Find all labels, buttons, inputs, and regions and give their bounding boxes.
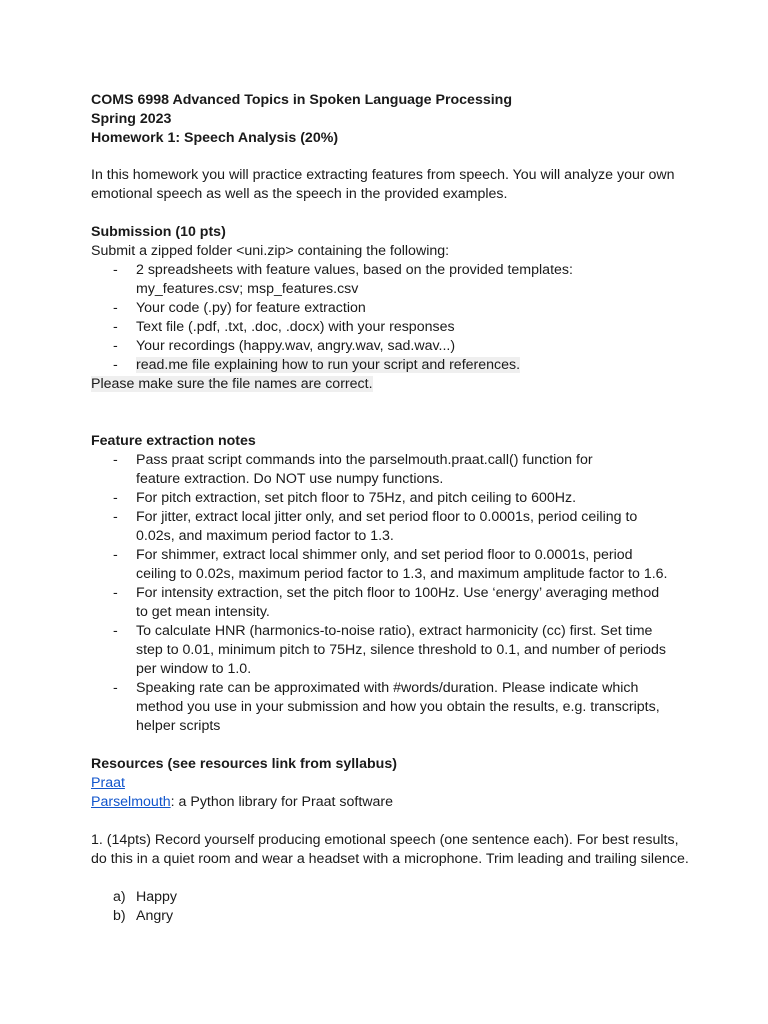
- submission-section: [91, 223, 731, 394]
- intro-line-1: In this homework you will practice extracting features from speech. You will analyze your own: [91, 167, 675, 183]
- emotion-list: [91, 888, 731, 926]
- term: Spring 2023: [91, 111, 172, 127]
- feature-notes-list: [91, 451, 731, 736]
- list-item: a) Happy: [113, 889, 178, 905]
- list-item: - read.me file explaining how to run your script and references.: [113, 357, 521, 373]
- task-1-line-1: 1. (14pts) Record yourself producing emotional speech (one sentence each). For best results,: [91, 832, 679, 848]
- task-1-line-2: do this in a quiet room and wear a headset with a microphone. Trim leading and trailing silence.: [91, 851, 689, 867]
- intro-paragraph: [91, 166, 731, 204]
- list-item: - Your recordings (happy.wav, angry.wav, sad.wav...): [113, 338, 456, 354]
- list-item: - For pitch extraction, set pitch floor to 75Hz, and pitch ceiling to 600Hz.: [113, 490, 577, 506]
- intro-line-2: emotional speech as well as the speech in the provided examples.: [91, 186, 508, 202]
- list-item: - Your code (.py) for feature extraction: [113, 300, 366, 316]
- filename-note: Please make sure the file names are correct.: [91, 376, 373, 392]
- list-item: - To calculate HNR (harmonics-to-noise ratio), extract harmonicity (cc) first. Set time step to 0.01, minimum pitch to 75Hz, silence threshold to 0.1, and number of periods per window to 1.0.: [113, 623, 666, 677]
- feature-notes-heading: Feature extraction notes: [91, 433, 256, 449]
- feature-notes-section: [91, 432, 731, 736]
- doc-header: [91, 91, 731, 148]
- list-item: - Pass praat script commands into the parselmouth.praat.call() function for feature extraction. Do NOT use numpy functions.: [113, 452, 593, 487]
- list-item: b) Angry: [113, 908, 174, 924]
- list-item: - For intensity extraction, set the pitch floor to 100Hz. Use ‘energy’ averaging method to get mean intensity.: [113, 585, 660, 620]
- parselmouth-link[interactable]: Parselmouth: [91, 794, 171, 810]
- list-item: - For shimmer, extract local shimmer only, and set period floor to 0.0001s, period ceiling to 0.02s, maximum period factor to 1.3, and maximum amplitude factor to 1.6.: [113, 547, 668, 582]
- list-item: - For jitter, extract local jitter only, and set period floor to 0.0001s, period ceiling to 0.02s, and maximum period factor to 1.3.: [113, 509, 638, 544]
- task-1: [91, 831, 731, 926]
- submission-heading: Submission (10 pts): [91, 224, 226, 240]
- resources-section: [91, 755, 731, 812]
- praat-link[interactable]: Praat: [91, 775, 125, 791]
- list-item: - 2 spreadsheets with feature values, based on the provided templates: my_features.csv; msp_features.csv: [113, 262, 573, 297]
- resources-heading: Resources (see resources link from syllabus): [91, 756, 397, 772]
- submission-lead: Submit a zipped folder <uni.zip> containing the following:: [91, 243, 450, 259]
- course-title: COMS 6998 Advanced Topics in Spoken Language Processing: [91, 92, 513, 108]
- parselmouth-description: : a Python library for Praat software: [170, 794, 394, 810]
- list-item: - Speaking rate can be approximated with #words/duration. Please indicate which method you use in your submission and how you obtain the results, e.g. transcripts, helper scripts: [113, 680, 660, 734]
- submission-list: [91, 261, 731, 375]
- assignment-title: Homework 1: Speech Analysis (20%): [91, 130, 339, 146]
- list-item: - Text file (.pdf, .txt, .doc, .docx) with your responses: [113, 319, 455, 335]
